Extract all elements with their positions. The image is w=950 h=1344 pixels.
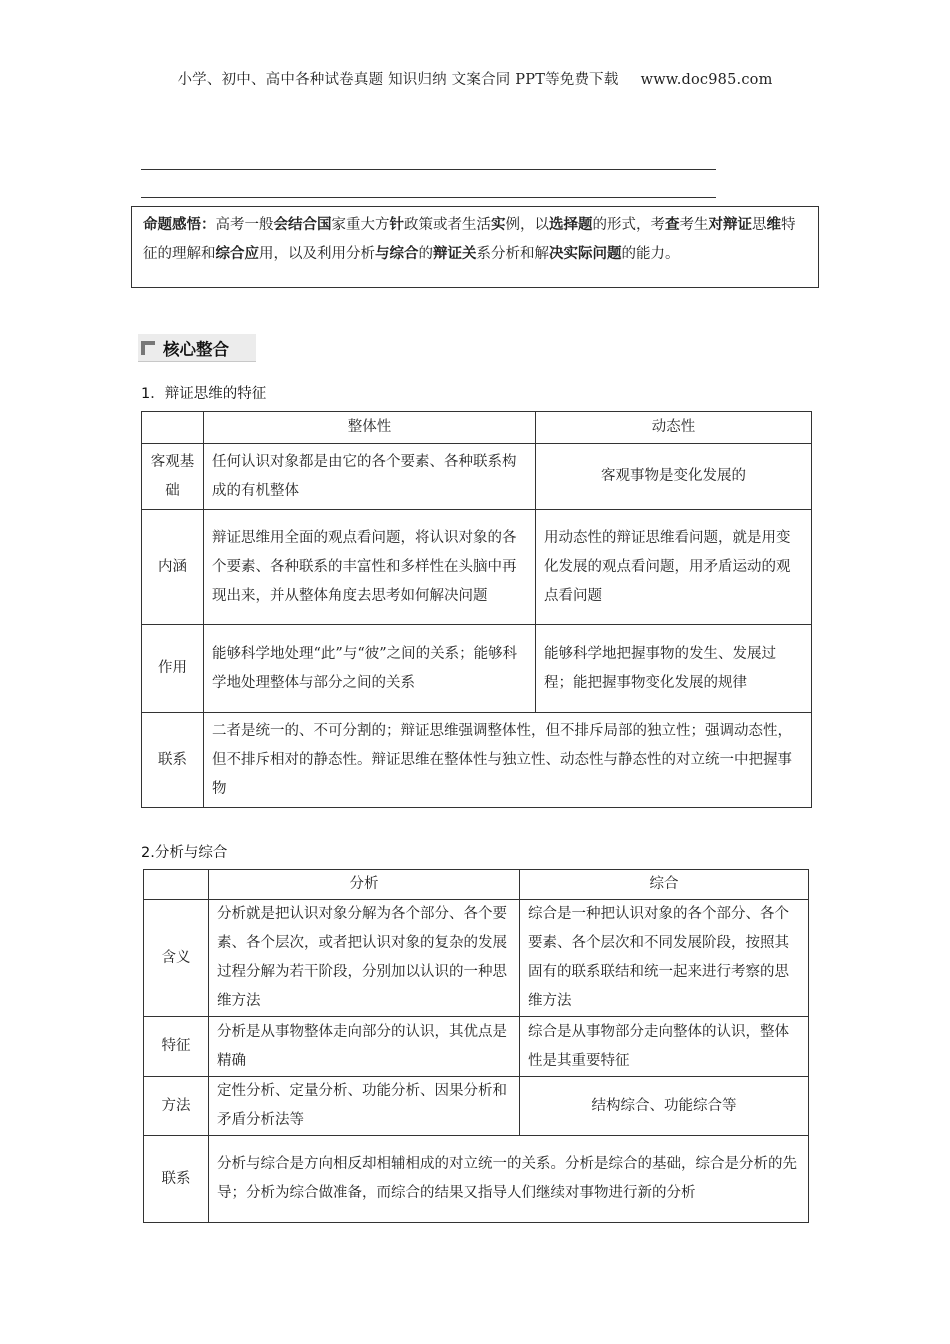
answer-line-1 (141, 169, 716, 170)
table-row (144, 1017, 809, 1077)
note-segment: 维 (766, 217, 781, 233)
note-segment: 家重大方 (331, 217, 390, 233)
column-header: 综合 (520, 870, 809, 900)
note-segment: 思 (752, 217, 767, 233)
table-row (144, 870, 809, 900)
table-cell: 结构综合、功能综合等 (520, 1077, 809, 1136)
table-corner-cell (144, 870, 209, 900)
note-segment: 实 (491, 217, 506, 233)
note-box (131, 206, 819, 288)
table-row (144, 1077, 809, 1136)
table2-heading: 2.分析与综合 (141, 845, 228, 861)
note-segment: 的形式，考 (592, 217, 665, 233)
note-segment: 系分析和解 (476, 246, 549, 262)
note-segment: 例，以 (505, 217, 549, 233)
row-label: 联系 (144, 1136, 209, 1223)
note-segment: 的能力。 (621, 246, 680, 262)
note-segment: 查 (665, 217, 680, 233)
note-segment: 辩证关 (433, 246, 477, 262)
table-cell: 综合是一种把认识对象的各个部分、各个要素、各个层次和不同发展阶段，按照其固有的联系联结和统一起来进行考察的思维方法 (520, 900, 809, 1017)
column-header: 分析 (209, 870, 520, 900)
note-segment: 针 (389, 217, 404, 233)
page-header (0, 68, 950, 89)
table-cell: 能够科学地把握事物的发生、发展过程；能把握事物变化发展的规律 (536, 625, 812, 713)
note-segment: 政策或者生活 (404, 217, 491, 233)
row-label: 作用 (142, 625, 204, 713)
table-cell: 客观事物是变化发展的 (536, 444, 812, 510)
row-label: 内涵 (142, 510, 204, 625)
table-cell: 综合是从事物部分走向整体的认识，整体性是其重要特征 (520, 1017, 809, 1077)
table-row (142, 412, 812, 444)
table-row (142, 444, 812, 510)
table-corner-cell (142, 412, 204, 444)
answer-line-2 (141, 197, 716, 198)
note-segment: 对辩证 (708, 217, 752, 233)
note-label: 命题感悟： (143, 217, 216, 233)
row-label: 含义 (144, 900, 209, 1017)
table-cell: 二者是统一的、不可分割的；辩证思维强调整体性，但不排斥局部的独立性；强调动态性，但不排斥相对的静态性。辩证思维在整体性与独立性、动态性与静态性的对立统一中把握事物 (204, 713, 812, 808)
table-dialectical-thinking (141, 411, 812, 808)
table-analysis-synthesis (143, 869, 809, 1223)
section-title: 核心整合 (163, 339, 229, 359)
table-cell: 分析是从事物整体走向部分的认识，其优点是精确 (209, 1017, 520, 1077)
table-row (144, 1136, 809, 1223)
column-header: 动态性 (536, 412, 812, 444)
note-body (143, 217, 796, 262)
table-cell: 分析就是把认识对象分解为各个部分、各个要素、各个层次，或者把认识对象的复杂的发展过程分解为若干阶段，分别加以认识的一种思维方法 (209, 900, 520, 1017)
note-segment: 决实际问题 (549, 246, 622, 262)
row-label: 客观基础 (142, 444, 204, 510)
section-marker-icon (141, 341, 155, 355)
table1-heading: 1．辩证思维的特征 (141, 386, 267, 402)
note-segment: 的 (418, 246, 433, 262)
table-row (142, 713, 812, 808)
table-cell: 辩证思维用全面的观点看问题，将认识对象的各个要素、各种联系的丰富性和多样性在头脑中再现出来，并从整体角度去思考如何解决问题 (204, 510, 536, 625)
row-label: 联系 (142, 713, 204, 808)
table-row (142, 625, 812, 713)
note-segment: 用，以及利用分析 (259, 246, 375, 262)
header-text: 小学、初中、高中各种试卷真题 知识归纳 文案合同 PPT等免费下载 (177, 72, 619, 88)
table-cell: 分析与综合是方向相反却相辅相成的对立统一的关系。分析是综合的基础，综合是分析的先导；分析为综合做准备，而综合的结果又指导人们继续对事物进行新的分析 (209, 1136, 809, 1223)
note-segment: 高考一般 (215, 217, 274, 233)
note-segment: 特征的理解和 (143, 217, 796, 262)
table-cell: 能够科学地处理“此”与“彼”之间的关系；能够科学地处理整体与部分之间的关系 (204, 625, 536, 713)
row-label: 特征 (144, 1017, 209, 1077)
table-cell: 定性分析、定量分析、功能分析、因果分析和矛盾分析法等 (209, 1077, 520, 1136)
row-label: 方法 (144, 1077, 209, 1136)
note-segment: 会结合国 (273, 217, 332, 233)
note-segment: 综合应 (215, 246, 259, 262)
note-segment: 与综合 (375, 246, 419, 262)
header-site: www.doc985.com (640, 72, 773, 88)
table-cell: 用动态性的辩证思维看问题，就是用变化发展的观点看问题，用矛盾运动的观点看问题 (536, 510, 812, 625)
table-cell: 任何认识对象都是由它的各个要素、各种联系构成的有机整体 (204, 444, 536, 510)
table-row (144, 900, 809, 1017)
note-segment: 选择题 (549, 217, 593, 233)
column-header: 整体性 (204, 412, 536, 444)
section-header (138, 334, 256, 362)
note-segment: 考生 (679, 217, 709, 233)
table-row (142, 510, 812, 625)
